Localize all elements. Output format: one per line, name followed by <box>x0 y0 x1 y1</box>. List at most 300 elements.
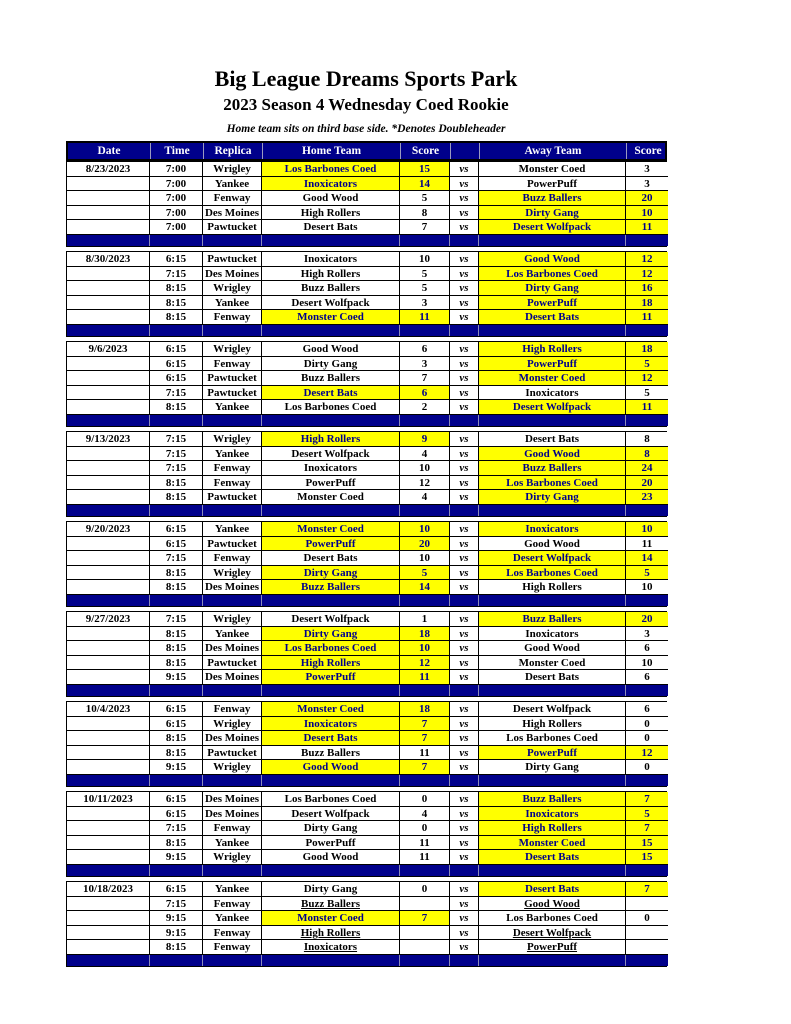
replica-cell: Des Moines <box>203 206 262 221</box>
time-cell: 6:15 <box>150 357 203 372</box>
away-team-cell: Good Wood <box>479 641 626 656</box>
replica-cell: Wrigley <box>203 566 262 581</box>
date-cell <box>67 281 150 296</box>
vs-cell: vs <box>450 220 479 235</box>
time-cell: 7:15 <box>150 447 203 462</box>
separator-cell <box>67 325 150 336</box>
date-cell <box>67 731 150 746</box>
vs-cell: vs <box>450 447 479 462</box>
replica-cell: Pawtucket <box>203 490 262 505</box>
game-row <box>67 882 666 897</box>
home-team-cell: High Rollers <box>262 926 400 941</box>
away-team-cell: Good Wood <box>479 897 626 912</box>
away-score-cell: 0 <box>626 731 668 746</box>
separator-cell <box>150 595 203 606</box>
vs-cell: vs <box>450 821 479 836</box>
away-team-cell: Desert Bats <box>479 850 626 865</box>
time-cell: 8:15 <box>150 490 203 505</box>
home-score-cell: 5 <box>400 267 450 282</box>
time-cell: 8:15 <box>150 580 203 595</box>
home-score-cell: 7 <box>400 911 450 926</box>
game-row <box>67 447 666 462</box>
home-team-cell: Los Barbones Coed <box>262 162 400 177</box>
time-cell: 8:15 <box>150 400 203 415</box>
separator-cell <box>626 325 668 336</box>
separator-cell <box>400 235 450 246</box>
separator-cell <box>479 325 626 336</box>
away-score-cell: 18 <box>626 296 668 311</box>
home-score-cell: 20 <box>400 537 450 552</box>
game-row <box>67 731 666 746</box>
replica-cell: Fenway <box>203 702 262 717</box>
away-score-cell: 15 <box>626 850 668 865</box>
time-cell: 9:15 <box>150 911 203 926</box>
date-cell: 10/4/2023 <box>67 702 150 717</box>
away-team-cell: PowerPuff <box>479 746 626 761</box>
away-team-cell: Los Barbones Coed <box>479 731 626 746</box>
date-cell: 9/13/2023 <box>67 432 150 447</box>
time-cell: 8:15 <box>150 310 203 325</box>
away-team-cell: High Rollers <box>479 342 626 357</box>
time-cell: 7:00 <box>150 191 203 206</box>
separator-cell <box>262 595 400 606</box>
away-team-cell: Monster Coed <box>479 836 626 851</box>
game-row <box>67 551 666 566</box>
away-score-cell: 11 <box>626 310 668 325</box>
home-team-cell: Inoxicators <box>262 940 400 955</box>
time-cell: 6:15 <box>150 371 203 386</box>
date-cell <box>67 310 150 325</box>
separator-cell <box>203 505 262 516</box>
replica-cell: Yankee <box>203 882 262 897</box>
away-score-cell: 18 <box>626 342 668 357</box>
week-block-10-4-2023 <box>66 701 667 787</box>
header-away-team-6: Away Team <box>480 143 627 159</box>
home-team-cell: Dirty Gang <box>262 882 400 897</box>
separator-cell <box>67 415 150 426</box>
time-cell: 8:15 <box>150 656 203 671</box>
home-team-cell: Dirty Gang <box>262 357 400 372</box>
page-subtitle: 2023 Season 4 Wednesday Coed Rookie <box>223 95 509 115</box>
time-cell: 7:15 <box>150 821 203 836</box>
home-score-cell: 7 <box>400 220 450 235</box>
time-cell: 6:15 <box>150 717 203 732</box>
home-score-cell: 0 <box>400 821 450 836</box>
home-team-cell: Desert Wolfpack <box>262 807 400 822</box>
date-cell <box>67 807 150 822</box>
separator-cell <box>400 325 450 336</box>
away-team-cell: Los Barbones Coed <box>479 911 626 926</box>
vs-cell: vs <box>450 717 479 732</box>
separator-cell <box>400 595 450 606</box>
vs-cell: vs <box>450 580 479 595</box>
away-score-cell: 3 <box>626 162 668 177</box>
away-team-cell: PowerPuff <box>479 177 626 192</box>
separator-cell <box>400 955 450 966</box>
vs-cell: vs <box>450 476 479 491</box>
away-team-cell: Inoxicators <box>479 522 626 537</box>
date-cell <box>67 447 150 462</box>
vs-cell: vs <box>450 760 479 775</box>
week-separator-row <box>67 955 666 966</box>
separator-cell <box>626 235 668 246</box>
vs-cell: vs <box>450 342 479 357</box>
time-cell: 6:15 <box>150 522 203 537</box>
date-cell <box>67 897 150 912</box>
date-cell: 9/27/2023 <box>67 612 150 627</box>
home-score-cell: 1 <box>400 612 450 627</box>
separator-cell <box>150 775 203 786</box>
vs-cell: vs <box>450 731 479 746</box>
game-row <box>67 656 666 671</box>
date-cell <box>67 267 150 282</box>
replica-cell: Des Moines <box>203 792 262 807</box>
home-team-cell: Monster Coed <box>262 490 400 505</box>
date-cell <box>67 641 150 656</box>
home-team-cell: PowerPuff <box>262 836 400 851</box>
home-score-cell <box>400 897 450 912</box>
separator-cell <box>400 415 450 426</box>
home-team-cell: Monster Coed <box>262 702 400 717</box>
replica-cell: Wrigley <box>203 281 262 296</box>
date-cell <box>67 461 150 476</box>
home-score-cell: 10 <box>400 522 450 537</box>
away-team-cell: Los Barbones Coed <box>479 566 626 581</box>
replica-cell: Yankee <box>203 400 262 415</box>
replica-cell: Des Moines <box>203 670 262 685</box>
vs-cell: vs <box>450 940 479 955</box>
home-team-cell: PowerPuff <box>262 537 400 552</box>
vs-cell: vs <box>450 702 479 717</box>
replica-cell: Wrigley <box>203 342 262 357</box>
vs-cell: vs <box>450 206 479 221</box>
separator-cell <box>150 325 203 336</box>
time-cell: 7:15 <box>150 386 203 401</box>
away-score-cell: 11 <box>626 220 668 235</box>
replica-cell: Fenway <box>203 897 262 912</box>
separator-cell <box>203 865 262 876</box>
away-team-cell: Desert Wolfpack <box>479 926 626 941</box>
vs-cell: vs <box>450 357 479 372</box>
home-team-note: Home team sits on third base side. *Denotes Doubleheader <box>226 123 506 136</box>
home-score-cell: 6 <box>400 342 450 357</box>
separator-cell <box>262 235 400 246</box>
separator-cell <box>67 865 150 876</box>
vs-cell: vs <box>450 670 479 685</box>
replica-cell: Pawtucket <box>203 656 262 671</box>
vs-cell: vs <box>450 162 479 177</box>
away-score-cell: 7 <box>626 792 668 807</box>
separator-cell <box>479 685 626 696</box>
date-cell <box>67 371 150 386</box>
vs-cell: vs <box>450 656 479 671</box>
home-score-cell: 4 <box>400 490 450 505</box>
home-team-cell: Dirty Gang <box>262 627 400 642</box>
separator-cell <box>67 685 150 696</box>
away-score-cell: 12 <box>626 746 668 761</box>
game-row <box>67 792 666 807</box>
separator-cell <box>150 955 203 966</box>
date-cell <box>67 537 150 552</box>
date-cell <box>67 490 150 505</box>
away-score-cell: 12 <box>626 252 668 267</box>
time-cell: 6:15 <box>150 882 203 897</box>
date-cell: 10/18/2023 <box>67 882 150 897</box>
separator-cell <box>450 865 479 876</box>
away-team-cell: Good Wood <box>479 252 626 267</box>
date-cell <box>67 220 150 235</box>
vs-cell: vs <box>450 461 479 476</box>
away-team-cell: Inoxicators <box>479 627 626 642</box>
home-score-cell: 8 <box>400 206 450 221</box>
game-row <box>67 371 666 386</box>
home-team-cell: Los Barbones Coed <box>262 792 400 807</box>
home-team-cell: Monster Coed <box>262 310 400 325</box>
away-score-cell: 0 <box>626 760 668 775</box>
home-score-cell: 15 <box>400 162 450 177</box>
separator-cell <box>450 775 479 786</box>
away-team-cell: Los Barbones Coed <box>479 476 626 491</box>
vs-cell: vs <box>450 537 479 552</box>
away-score-cell: 20 <box>626 191 668 206</box>
time-cell: 8:15 <box>150 296 203 311</box>
away-score-cell: 8 <box>626 432 668 447</box>
away-score-cell: 11 <box>626 537 668 552</box>
home-team-cell: Desert Wolfpack <box>262 296 400 311</box>
home-score-cell: 5 <box>400 566 450 581</box>
separator-cell <box>203 685 262 696</box>
replica-cell: Pawtucket <box>203 386 262 401</box>
date-cell: 10/11/2023 <box>67 792 150 807</box>
game-row <box>67 281 666 296</box>
away-team-cell: Desert Bats <box>479 882 626 897</box>
home-score-cell: 0 <box>400 882 450 897</box>
away-score-cell: 6 <box>626 641 668 656</box>
separator-cell <box>400 775 450 786</box>
home-score-cell: 18 <box>400 627 450 642</box>
separator-cell <box>479 865 626 876</box>
home-score-cell: 10 <box>400 551 450 566</box>
vs-cell: vs <box>450 371 479 386</box>
separator-cell <box>479 955 626 966</box>
time-cell: 8:15 <box>150 281 203 296</box>
home-team-cell: Good Wood <box>262 191 400 206</box>
time-cell: 6:15 <box>150 252 203 267</box>
separator-cell <box>150 685 203 696</box>
separator-cell <box>262 865 400 876</box>
time-cell: 9:15 <box>150 850 203 865</box>
away-score-cell: 8 <box>626 447 668 462</box>
home-score-cell <box>400 926 450 941</box>
home-score-cell: 7 <box>400 731 450 746</box>
week-separator-row <box>67 775 666 786</box>
time-cell: 8:15 <box>150 566 203 581</box>
date-cell <box>67 746 150 761</box>
away-score-cell: 10 <box>626 522 668 537</box>
away-team-cell: Desert Wolfpack <box>479 220 626 235</box>
home-score-cell: 5 <box>400 191 450 206</box>
home-score-cell: 3 <box>400 296 450 311</box>
game-row <box>67 522 666 537</box>
separator-cell <box>262 325 400 336</box>
away-team-cell: Buzz Ballers <box>479 191 626 206</box>
separator-cell <box>262 685 400 696</box>
header-date-0: Date <box>68 143 151 159</box>
away-score-cell: 10 <box>626 206 668 221</box>
away-team-cell: Desert Wolfpack <box>479 551 626 566</box>
home-team-cell: Good Wood <box>262 342 400 357</box>
home-score-cell: 7 <box>400 717 450 732</box>
home-team-cell: Buzz Ballers <box>262 746 400 761</box>
time-cell: 8:15 <box>150 746 203 761</box>
date-cell: 9/6/2023 <box>67 342 150 357</box>
week-block-8-30-2023 <box>66 251 667 337</box>
separator-cell <box>150 505 203 516</box>
replica-cell: Fenway <box>203 476 262 491</box>
separator-cell <box>479 235 626 246</box>
date-cell: 8/30/2023 <box>67 252 150 267</box>
replica-cell: Pawtucket <box>203 371 262 386</box>
time-cell: 7:15 <box>150 432 203 447</box>
replica-cell: Pawtucket <box>203 537 262 552</box>
home-score-cell: 10 <box>400 461 450 476</box>
separator-cell <box>67 955 150 966</box>
date-cell <box>67 177 150 192</box>
time-cell: 7:15 <box>150 267 203 282</box>
game-row <box>67 911 666 926</box>
time-cell: 6:15 <box>150 807 203 822</box>
vs-cell: vs <box>450 807 479 822</box>
separator-cell <box>626 685 668 696</box>
away-score-cell <box>626 940 668 955</box>
home-team-cell: Dirty Gang <box>262 566 400 581</box>
away-team-cell: Desert Wolfpack <box>479 400 626 415</box>
home-team-cell: Inoxicators <box>262 717 400 732</box>
date-cell <box>67 627 150 642</box>
away-team-cell: Buzz Ballers <box>479 461 626 476</box>
date-cell: 9/20/2023 <box>67 522 150 537</box>
away-score-cell: 5 <box>626 386 668 401</box>
separator-cell <box>203 775 262 786</box>
home-score-cell: 14 <box>400 580 450 595</box>
away-team-cell: High Rollers <box>479 821 626 836</box>
separator-cell <box>450 505 479 516</box>
week-separator-row <box>67 415 666 426</box>
game-row <box>67 821 666 836</box>
home-score-cell: 4 <box>400 447 450 462</box>
date-cell <box>67 206 150 221</box>
date-cell <box>67 940 150 955</box>
game-row <box>67 267 666 282</box>
away-score-cell: 6 <box>626 670 668 685</box>
game-row <box>67 760 666 775</box>
separator-cell <box>479 595 626 606</box>
week-block-9-13-2023 <box>66 431 667 517</box>
home-team-cell: Desert Bats <box>262 551 400 566</box>
date-cell <box>67 911 150 926</box>
vs-cell: vs <box>450 252 479 267</box>
game-row <box>67 746 666 761</box>
time-cell: 9:15 <box>150 926 203 941</box>
vs-cell: vs <box>450 490 479 505</box>
time-cell: 7:15 <box>150 461 203 476</box>
replica-cell: Wrigley <box>203 432 262 447</box>
game-row <box>67 386 666 401</box>
time-cell: 6:15 <box>150 537 203 552</box>
home-score-cell: 11 <box>400 310 450 325</box>
away-team-cell: Desert Bats <box>479 432 626 447</box>
game-row <box>67 641 666 656</box>
away-team-cell: Desert Bats <box>479 670 626 685</box>
home-score-cell: 7 <box>400 371 450 386</box>
home-team-cell: Desert Bats <box>262 731 400 746</box>
away-score-cell: 5 <box>626 566 668 581</box>
home-team-cell: Buzz Ballers <box>262 371 400 386</box>
vs-cell: vs <box>450 386 479 401</box>
replica-cell: Yankee <box>203 447 262 462</box>
away-team-cell: Buzz Ballers <box>479 612 626 627</box>
home-score-cell: 5 <box>400 281 450 296</box>
away-score-cell: 15 <box>626 836 668 851</box>
away-score-cell: 5 <box>626 807 668 822</box>
separator-cell <box>67 595 150 606</box>
vs-cell: vs <box>450 400 479 415</box>
time-cell: 6:15 <box>150 792 203 807</box>
date-cell <box>67 717 150 732</box>
game-row <box>67 836 666 851</box>
home-team-cell: Good Wood <box>262 760 400 775</box>
replica-cell: Pawtucket <box>203 220 262 235</box>
separator-cell <box>450 955 479 966</box>
date-cell: 8/23/2023 <box>67 162 150 177</box>
away-score-cell <box>626 897 668 912</box>
vs-cell: vs <box>450 432 479 447</box>
game-row <box>67 432 666 447</box>
replica-cell: Des Moines <box>203 731 262 746</box>
time-cell: 7:15 <box>150 551 203 566</box>
replica-cell: Wrigley <box>203 850 262 865</box>
game-row <box>67 310 666 325</box>
replica-cell: Des Moines <box>203 580 262 595</box>
header-time-1: Time <box>151 143 204 159</box>
away-score-cell: 11 <box>626 400 668 415</box>
separator-cell <box>626 775 668 786</box>
date-cell <box>67 580 150 595</box>
away-team-cell: Dirty Gang <box>479 281 626 296</box>
vs-cell: vs <box>450 296 479 311</box>
home-team-cell: Inoxicators <box>262 252 400 267</box>
replica-cell: Wrigley <box>203 717 262 732</box>
home-team-cell: Good Wood <box>262 850 400 865</box>
replica-cell: Wrigley <box>203 612 262 627</box>
vs-cell: vs <box>450 267 479 282</box>
vs-cell: vs <box>450 926 479 941</box>
vs-cell: vs <box>450 882 479 897</box>
away-score-cell: 7 <box>626 821 668 836</box>
game-row <box>67 807 666 822</box>
away-score-cell: 0 <box>626 717 668 732</box>
separator-cell <box>150 865 203 876</box>
away-score-cell: 10 <box>626 656 668 671</box>
game-row <box>67 357 666 372</box>
away-score-cell: 14 <box>626 551 668 566</box>
replica-cell: Fenway <box>203 310 262 325</box>
week-block-9-6-2023 <box>66 341 667 427</box>
date-cell <box>67 296 150 311</box>
table-header-row <box>66 141 667 161</box>
vs-cell: vs <box>450 191 479 206</box>
away-team-cell: High Rollers <box>479 717 626 732</box>
